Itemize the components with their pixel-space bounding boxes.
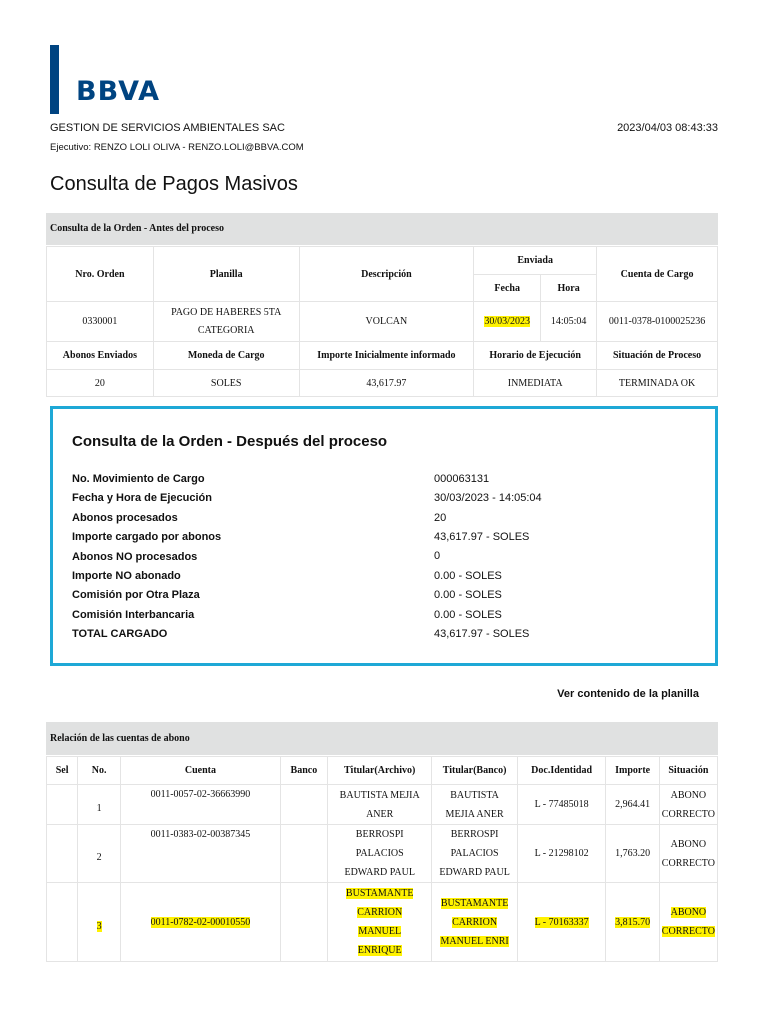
kv-value: 43,617.97 - SOLES [434, 628, 530, 640]
table-row [47, 825, 718, 883]
abonos-value: 20 [47, 370, 154, 397]
hora-value: 14:05:04 [541, 302, 597, 342]
row-importe: 1,763.20 [606, 825, 659, 883]
horario-value: INMEDIATA [474, 370, 597, 397]
col-titular-banco: Titular(Banco) [432, 757, 517, 785]
table-header-row [47, 757, 718, 785]
titular-line: PALACIOS [355, 848, 404, 859]
row-banco [280, 883, 327, 962]
row-situacion [659, 785, 717, 825]
col-cuenta-cargo: Cuenta de Cargo [597, 247, 718, 302]
table-header-row [47, 247, 718, 275]
row-banco [280, 785, 327, 825]
titular-line: ENRIQUE [357, 945, 402, 956]
kv-value: 0.00 - SOLES [434, 570, 502, 582]
titular-line: BAUTISTA [450, 789, 499, 801]
titular-line: ANER [366, 808, 394, 820]
col-nro-orden: Nro. Orden [47, 247, 154, 302]
sel-cell[interactable] [47, 883, 78, 962]
report-timestamp: 2023/04/03 08:43:33 [617, 122, 718, 134]
col-importe: Importe [606, 757, 659, 785]
row-situacion [659, 883, 717, 962]
row-titular-archivo [327, 825, 431, 883]
situacion-line: CORRECTO [661, 808, 715, 820]
row-doc: L - 77485018 [517, 785, 606, 825]
accounts-section-heading: Relación de las cuentas de abono [46, 722, 718, 755]
titular-line: EDWARD PAUL [439, 867, 510, 878]
titular-line: BUSTAMANTE [440, 897, 509, 909]
col-banco: Banco [280, 757, 327, 785]
row-importe: 2,964.41 [606, 785, 659, 825]
kv-label: Importe NO abonado [72, 570, 181, 582]
before-section-heading: Consulta de la Orden - Antes del proceso [46, 213, 718, 245]
situacion-line: CORRECTO [661, 926, 715, 937]
planilla-line: PAGO DE HABERES 5TA [171, 306, 282, 318]
moneda-value: SOLES [153, 370, 299, 397]
col-cuenta: Cuenta [121, 757, 281, 785]
company-name: GESTION DE SERVICIOS AMBIENTALES SAC [50, 122, 285, 134]
kv-value: 20 [434, 512, 447, 524]
titular-line: PALACIOS [450, 848, 499, 859]
row-titular-archivo [327, 785, 431, 825]
ver-planilla-link[interactable]: Ver contenido de la planilla [557, 688, 699, 700]
row-doc: L - 21298102 [517, 825, 606, 883]
col-fecha: Fecha [474, 275, 541, 302]
fecha-value [474, 302, 541, 342]
highlight: L - 70163337 [534, 916, 589, 928]
kv-label: Fecha y Hora de Ejecución [72, 492, 212, 504]
kv-label: Importe cargado por abonos [72, 531, 222, 543]
planilla-value [153, 302, 299, 342]
row-situacion [659, 825, 717, 883]
cuenta-cargo-value: 0011-0378-0100025236 [597, 302, 718, 342]
page-title: Consulta de Pagos Masivos [50, 173, 298, 195]
importe-value: 43,617.97 [299, 370, 474, 397]
bbva-logo: BBVA [76, 76, 161, 107]
situacion-value: TERMINADA OK [597, 370, 718, 397]
titular-line: BAUTISTA MEJIA [339, 789, 420, 801]
kv-value: 43,617.97 - SOLES [434, 531, 530, 543]
kv-label: Comisión por Otra Plaza [72, 589, 200, 601]
highlight: 3 [96, 920, 102, 932]
row-titular-banco [432, 825, 517, 883]
kv-value: 30/03/2023 - 14:05:04 [434, 492, 542, 504]
situacion-line: ABONO [670, 838, 707, 850]
col-descripcion: Descripción [299, 247, 474, 302]
titular-line: EDWARD PAUL [344, 867, 415, 878]
fecha-highlight: 30/03/2023 [484, 316, 530, 327]
kv-label: TOTAL CARGADO [72, 628, 168, 640]
sel-cell[interactable] [47, 825, 78, 883]
titular-line: BUSTAMANTE [345, 888, 414, 899]
row-cuenta: 0011-0057-02-36663990 [121, 785, 281, 825]
sel-cell[interactable] [47, 785, 78, 825]
col-situacion-proceso: Situación de Proceso [597, 342, 718, 370]
col-planilla: Planilla [153, 247, 299, 302]
table-row [47, 302, 718, 342]
col-moneda-cargo: Moneda de Cargo [153, 342, 299, 370]
col-doc-identidad: Doc.Identidad [517, 757, 606, 785]
kv-value: 0.00 - SOLES [434, 609, 502, 621]
situacion-line: ABONO [670, 907, 707, 918]
after-section-heading: Consulta de la Orden - Después del proceso [72, 433, 388, 450]
situacion-line: ABONO [670, 789, 707, 801]
col-sel: Sel [47, 757, 78, 785]
row-cuenta [121, 883, 281, 962]
titular-line: BERROSPI [355, 829, 404, 840]
titular-line: MEJIA ANER [445, 808, 504, 820]
table-row [47, 785, 718, 825]
table-header-row [47, 342, 718, 370]
row-banco [280, 825, 327, 883]
titular-line: MANUEL ENRI [440, 935, 509, 947]
planilla-line: CATEGORIA [197, 324, 255, 336]
titular-line: CARRION [452, 916, 498, 928]
kv-label: Abonos NO procesados [72, 551, 198, 563]
col-abonos-enviados: Abonos Enviados [47, 342, 154, 370]
table-row [47, 370, 718, 397]
titular-line: MANUEL [358, 926, 402, 937]
row-cuenta: 0011-0383-02-00387345 [121, 825, 281, 883]
kv-label: Abonos procesados [72, 512, 178, 524]
table-row-highlighted [47, 883, 718, 962]
col-no: No. [78, 757, 121, 785]
titular-line: BERROSPI [450, 829, 499, 840]
row-no: 1 [78, 785, 121, 825]
highlight: 0011-0782-02-00010550 [150, 916, 251, 928]
row-importe [606, 883, 659, 962]
kv-value: 0 [434, 550, 441, 562]
col-enviada: Enviada [474, 247, 597, 275]
nro-orden-value: 0330001 [47, 302, 154, 342]
kv-label: No. Movimiento de Cargo [72, 473, 205, 485]
kv-label: Comisión Interbancaria [72, 609, 195, 621]
kv-value: 0.00 - SOLES [434, 589, 502, 601]
row-no: 2 [78, 825, 121, 883]
order-before-table [46, 246, 718, 397]
row-titular-banco [432, 785, 517, 825]
brand-bar [50, 45, 59, 114]
accounts-table [46, 756, 718, 962]
highlight: 3,815.70 [615, 916, 651, 928]
situacion-line: CORRECTO [661, 857, 715, 869]
executive-info: Ejecutivo: RENZO LOLI OLIVA - RENZO.LOLI@BBVA.COM [50, 142, 304, 153]
descripcion-value: VOLCAN [299, 302, 474, 342]
col-titular-archivo: Titular(Archivo) [327, 757, 431, 785]
row-no [78, 883, 121, 962]
row-doc [517, 883, 606, 962]
titular-line: CARRION [357, 907, 403, 918]
col-horario-ejecucion: Horario de Ejecución [474, 342, 597, 370]
row-titular-banco [432, 883, 517, 962]
row-titular-archivo [327, 883, 431, 962]
col-importe-informado: Importe Inicialmente informado [299, 342, 474, 370]
col-hora: Hora [541, 275, 597, 302]
col-situacion: Situación [659, 757, 717, 785]
kv-value: 000063131 [434, 473, 490, 485]
